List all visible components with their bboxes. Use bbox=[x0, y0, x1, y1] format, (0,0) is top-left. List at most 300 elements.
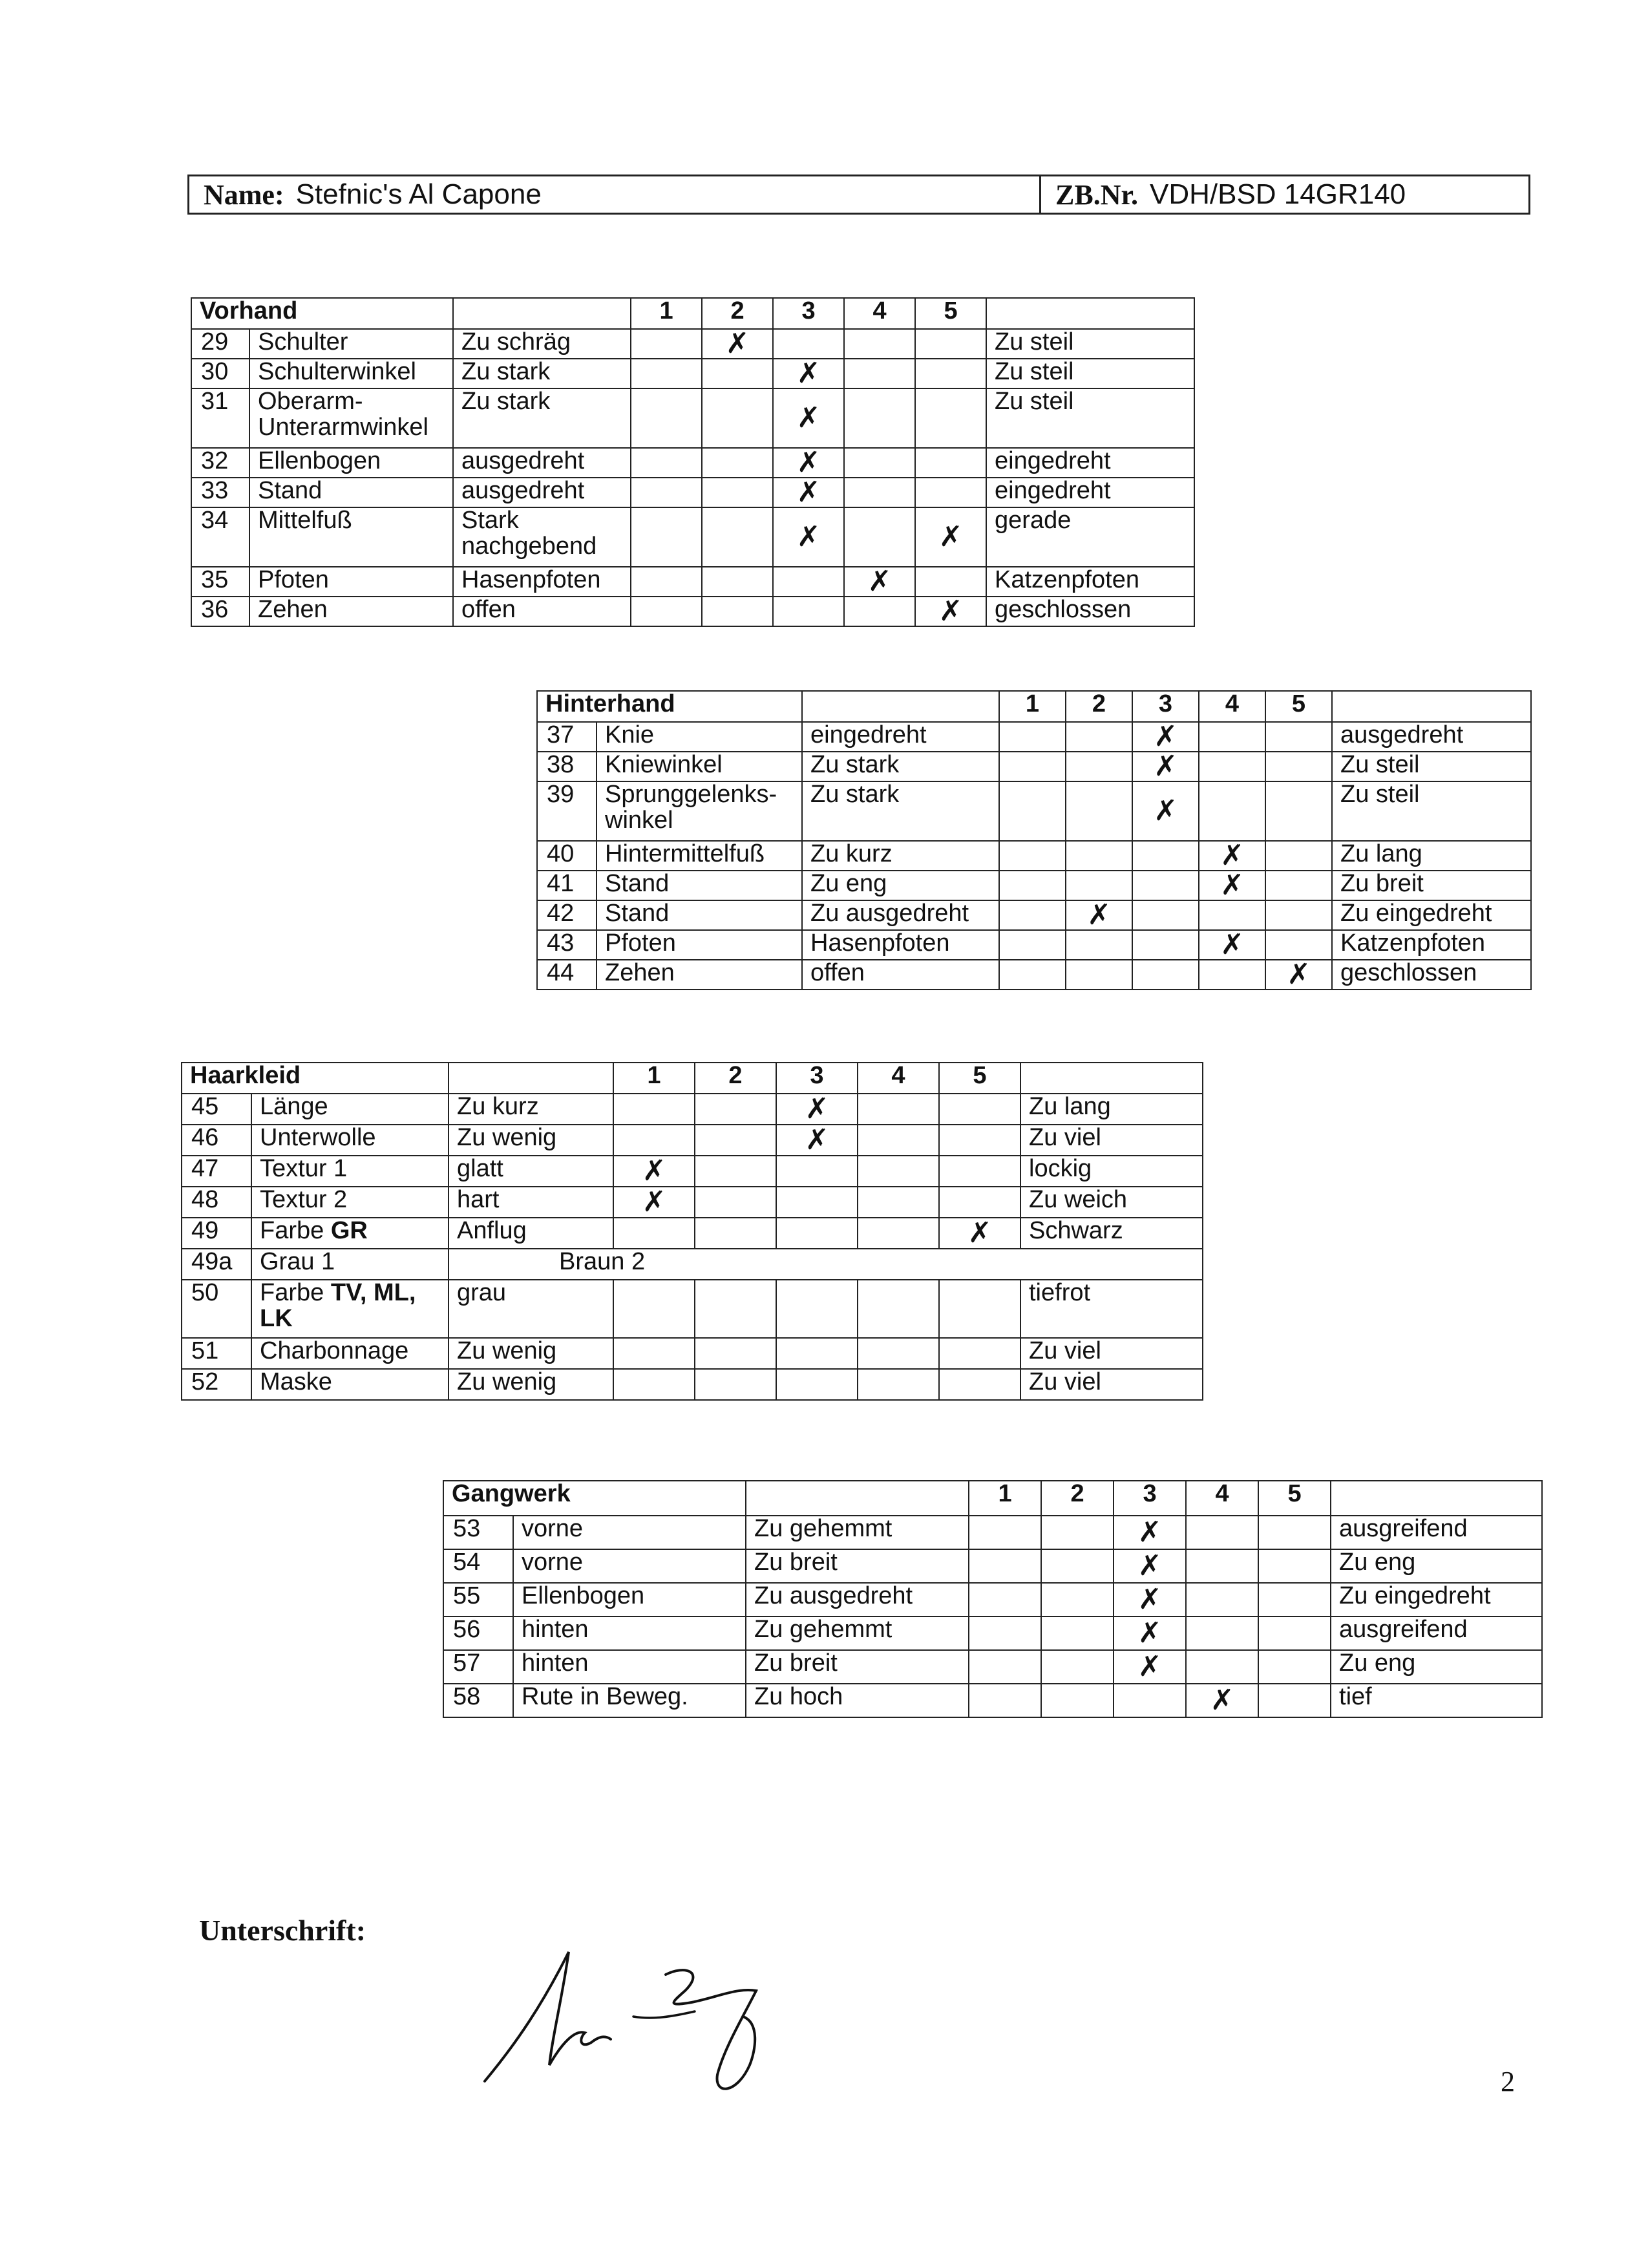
row-criterion bbox=[249, 388, 453, 448]
blank-cell bbox=[453, 298, 631, 329]
high-label: lockig bbox=[1020, 1156, 1203, 1187]
score-cell-3 bbox=[776, 1156, 858, 1187]
score-cell-1 bbox=[613, 1280, 695, 1338]
score-cell-1 bbox=[999, 871, 1066, 900]
table-row bbox=[191, 478, 1194, 507]
criterion-label: vorne bbox=[522, 1516, 584, 1542]
score-cell-1 bbox=[999, 900, 1066, 930]
checkmark-icon: ✗ bbox=[1287, 960, 1311, 990]
score-cell-4 bbox=[844, 448, 915, 478]
score-cell-5 bbox=[1265, 960, 1332, 990]
criterion-label: Farbe bbox=[260, 1218, 331, 1244]
criterion-label: Sprunggelenks-winkel bbox=[605, 781, 777, 834]
high-label: geschlossen bbox=[1332, 960, 1531, 990]
score-cell-3 bbox=[773, 329, 844, 359]
score-cell-2 bbox=[695, 1218, 776, 1249]
score-cell-5 bbox=[939, 1187, 1020, 1218]
row-criterion bbox=[597, 841, 802, 871]
score-cell-5 bbox=[1265, 871, 1332, 900]
score-cell-2 bbox=[1066, 960, 1132, 990]
high-label: geschlossen bbox=[986, 597, 1194, 626]
score-cell-1 bbox=[613, 1369, 695, 1400]
criterion-label: Charbonnage bbox=[260, 1338, 409, 1364]
low-label: Zu wenig bbox=[449, 1338, 613, 1369]
criterion-label: Mittelfuß bbox=[258, 507, 352, 534]
row-number: 50 bbox=[182, 1280, 251, 1338]
criterion-label: Stand bbox=[258, 478, 322, 504]
table-row bbox=[182, 1125, 1203, 1156]
row-criterion bbox=[249, 359, 453, 388]
table-row bbox=[191, 359, 1194, 388]
criterion-label: Rute in Beweg. bbox=[522, 1684, 688, 1710]
row-criterion bbox=[249, 448, 453, 478]
score-cell-4 bbox=[844, 329, 915, 359]
criterion-label: hinten bbox=[522, 1650, 589, 1677]
criterion-label: Unterwolle bbox=[260, 1125, 376, 1151]
row-number: 35 bbox=[191, 567, 249, 597]
score-cell-1 bbox=[631, 567, 702, 597]
checkmark-icon: ✗ bbox=[805, 1125, 829, 1156]
criterion-label: Grau 1 bbox=[260, 1249, 335, 1275]
blank-cell bbox=[1020, 1063, 1203, 1094]
row-number: 42 bbox=[537, 900, 597, 930]
blank-cell bbox=[802, 691, 999, 722]
checkmark-icon: ✗ bbox=[1220, 841, 1244, 871]
table-row bbox=[182, 1249, 1203, 1280]
high-label: tiefrot bbox=[1020, 1280, 1203, 1338]
checkmark-icon: ✗ bbox=[938, 597, 963, 626]
score-cell-4 bbox=[844, 359, 915, 388]
score-cell-4 bbox=[1186, 1583, 1258, 1616]
score-cell-1 bbox=[999, 960, 1066, 990]
score-cell-5 bbox=[939, 1338, 1020, 1369]
score-cell-1 bbox=[613, 1338, 695, 1369]
blank-cell bbox=[449, 1063, 613, 1094]
row-criterion bbox=[513, 1583, 746, 1616]
row-criterion bbox=[597, 871, 802, 900]
score-cell-2 bbox=[1041, 1549, 1114, 1583]
criterion-label: Textur 1 bbox=[260, 1156, 348, 1182]
table-row bbox=[191, 448, 1194, 478]
checkmark-icon: ✗ bbox=[1087, 900, 1111, 930]
low-label: hart bbox=[449, 1187, 613, 1218]
score-cell-5 bbox=[915, 597, 986, 626]
table-row bbox=[537, 722, 1531, 752]
scale-header-1: 1 bbox=[999, 691, 1066, 722]
checkmark-icon: ✗ bbox=[1154, 752, 1178, 781]
scale-header-2: 2 bbox=[1066, 691, 1132, 722]
scale-header-2: 2 bbox=[695, 1063, 776, 1094]
table-row bbox=[191, 597, 1194, 626]
score-cell-5 bbox=[1258, 1516, 1331, 1549]
score-cell-5 bbox=[1265, 930, 1332, 960]
criterion-label: Oberarm-Unterarmwinkel bbox=[258, 388, 428, 441]
scale-header-5: 5 bbox=[1265, 691, 1332, 722]
table-row bbox=[182, 1094, 1203, 1125]
score-cell-5 bbox=[1258, 1650, 1331, 1684]
table-row bbox=[537, 900, 1531, 930]
merged-value: Braun 2 bbox=[449, 1249, 1203, 1280]
table-row bbox=[182, 1280, 1203, 1338]
blank-cell bbox=[1331, 1481, 1542, 1516]
checkmark-icon: ✗ bbox=[1137, 1583, 1162, 1616]
score-cell-1 bbox=[969, 1684, 1041, 1717]
score-cell-2 bbox=[1041, 1616, 1114, 1650]
criterion-label: Pfoten bbox=[258, 567, 329, 593]
score-cell-3 bbox=[773, 507, 844, 567]
score-cell-2 bbox=[702, 388, 773, 448]
score-cell-2 bbox=[702, 507, 773, 567]
checkmark-icon: ✗ bbox=[796, 359, 821, 388]
score-cell-5 bbox=[915, 388, 986, 448]
score-cell-5 bbox=[939, 1125, 1020, 1156]
high-label: eingedreht bbox=[986, 478, 1194, 507]
score-cell-5 bbox=[939, 1156, 1020, 1187]
score-cell-1 bbox=[969, 1650, 1041, 1684]
score-cell-1 bbox=[613, 1094, 695, 1125]
table-row bbox=[537, 781, 1531, 841]
low-label: Zu stark bbox=[802, 781, 999, 841]
row-criterion bbox=[251, 1187, 449, 1218]
score-cell-1 bbox=[969, 1516, 1041, 1549]
score-cell-2 bbox=[702, 359, 773, 388]
checkmark-icon: ✗ bbox=[1210, 1684, 1234, 1717]
low-label: offen bbox=[453, 597, 631, 626]
scale-header-3: 3 bbox=[1132, 691, 1199, 722]
row-number: 33 bbox=[191, 478, 249, 507]
score-cell-3 bbox=[1132, 781, 1199, 841]
row-criterion bbox=[249, 507, 453, 567]
score-cell-2 bbox=[702, 597, 773, 626]
score-cell-3 bbox=[773, 388, 844, 448]
row-number: 30 bbox=[191, 359, 249, 388]
high-label: Zu eingedreht bbox=[1332, 900, 1531, 930]
low-label: eingedreht bbox=[802, 722, 999, 752]
low-label: Hasenpfoten bbox=[802, 930, 999, 960]
section-title: Hinterhand bbox=[537, 691, 802, 722]
low-label: Zu kurz bbox=[802, 841, 999, 871]
hinterhand-table bbox=[536, 690, 1532, 990]
score-cell-3 bbox=[1114, 1516, 1186, 1549]
table-row bbox=[182, 1156, 1203, 1187]
score-cell-3 bbox=[1114, 1583, 1186, 1616]
high-label: Katzenpfoten bbox=[1332, 930, 1531, 960]
score-cell-1 bbox=[969, 1616, 1041, 1650]
score-cell-2 bbox=[695, 1187, 776, 1218]
row-criterion bbox=[597, 900, 802, 930]
table-row bbox=[191, 329, 1194, 359]
score-cell-3 bbox=[1132, 841, 1199, 871]
name-value: Stefnic's Al Capone bbox=[295, 178, 542, 210]
score-cell-4 bbox=[844, 388, 915, 448]
score-cell-2 bbox=[1066, 930, 1132, 960]
row-criterion bbox=[251, 1338, 449, 1369]
row-criterion bbox=[249, 567, 453, 597]
checkmark-icon: ✗ bbox=[1154, 794, 1178, 827]
score-cell-5 bbox=[1265, 841, 1332, 871]
scale-header-5: 5 bbox=[1258, 1481, 1331, 1516]
checkmark-icon: ✗ bbox=[967, 1218, 992, 1249]
low-label: Zu wenig bbox=[449, 1125, 613, 1156]
score-cell-2 bbox=[695, 1094, 776, 1125]
section-title: Gangwerk bbox=[443, 1481, 746, 1516]
scale-header-2: 2 bbox=[702, 298, 773, 329]
scale-header-4: 4 bbox=[1186, 1481, 1258, 1516]
high-label: Zu viel bbox=[1020, 1369, 1203, 1400]
high-label: Zu breit bbox=[1332, 871, 1531, 900]
row-criterion bbox=[597, 722, 802, 752]
criterion-label: Hintermittelfuß bbox=[605, 841, 765, 867]
checkmark-icon: ✗ bbox=[1137, 1516, 1162, 1549]
low-label: Anflug bbox=[449, 1218, 613, 1249]
low-label: Stark nachgebend bbox=[453, 507, 631, 567]
score-cell-2 bbox=[695, 1156, 776, 1187]
score-cell-4 bbox=[858, 1125, 939, 1156]
score-cell-4 bbox=[1186, 1650, 1258, 1684]
row-criterion bbox=[513, 1650, 746, 1684]
hinterhand-header-row bbox=[537, 691, 1531, 722]
criterion-label: Zehen bbox=[605, 960, 675, 986]
row-criterion bbox=[513, 1549, 746, 1583]
row-criterion bbox=[251, 1094, 449, 1125]
score-cell-3 bbox=[1132, 871, 1199, 900]
scale-header-2: 2 bbox=[1041, 1481, 1114, 1516]
score-cell-4 bbox=[858, 1156, 939, 1187]
table-row bbox=[537, 841, 1531, 871]
score-cell-2 bbox=[702, 478, 773, 507]
high-label: Zu steil bbox=[986, 359, 1194, 388]
score-cell-5 bbox=[939, 1094, 1020, 1125]
score-cell-1 bbox=[631, 359, 702, 388]
score-cell-4 bbox=[844, 478, 915, 507]
criterion-label-bold: TV, ML, LK bbox=[260, 1280, 416, 1332]
low-label: ausgedreht bbox=[453, 478, 631, 507]
checkmark-icon: ✗ bbox=[1137, 1549, 1162, 1582]
blank-cell bbox=[986, 298, 1194, 329]
low-label: Zu gehemmt bbox=[746, 1516, 969, 1549]
score-cell-4 bbox=[1186, 1616, 1258, 1650]
high-label: gerade bbox=[986, 507, 1194, 567]
scale-header-4: 4 bbox=[1199, 691, 1265, 722]
row-criterion bbox=[513, 1616, 746, 1650]
name-cell bbox=[189, 176, 1041, 213]
high-label: Zu steil bbox=[986, 388, 1194, 448]
gangwerk-header-row bbox=[443, 1481, 1542, 1516]
score-cell-3 bbox=[1132, 722, 1199, 752]
score-cell-1 bbox=[613, 1156, 695, 1187]
scale-header-1: 1 bbox=[613, 1063, 695, 1094]
table-row bbox=[191, 388, 1194, 448]
row-number: 34 bbox=[191, 507, 249, 567]
row-number: 41 bbox=[537, 871, 597, 900]
score-cell-4 bbox=[858, 1094, 939, 1125]
score-cell-1 bbox=[999, 841, 1066, 871]
score-cell-2 bbox=[1066, 841, 1132, 871]
score-cell-3 bbox=[776, 1187, 858, 1218]
low-label: offen bbox=[802, 960, 999, 990]
low-label: glatt bbox=[449, 1156, 613, 1187]
checkmark-icon: ✗ bbox=[796, 448, 821, 478]
scale-header-1: 1 bbox=[631, 298, 702, 329]
high-label: ausgreifend bbox=[1331, 1516, 1542, 1549]
scale-header-3: 3 bbox=[776, 1063, 858, 1094]
score-cell-3 bbox=[1114, 1650, 1186, 1684]
zb-cell bbox=[1041, 176, 1406, 213]
high-label: Zu weich bbox=[1020, 1187, 1203, 1218]
table-row bbox=[443, 1616, 1542, 1650]
table-row bbox=[182, 1338, 1203, 1369]
high-label: Zu eng bbox=[1331, 1650, 1542, 1684]
low-label: Zu schräg bbox=[453, 329, 631, 359]
score-cell-2 bbox=[1066, 781, 1132, 841]
criterion-label: Schulterwinkel bbox=[258, 359, 416, 385]
high-label: Katzenpfoten bbox=[986, 567, 1194, 597]
row-criterion bbox=[251, 1249, 449, 1280]
score-cell-3 bbox=[776, 1369, 858, 1400]
score-cell-5 bbox=[1265, 722, 1332, 752]
score-cell-1 bbox=[631, 478, 702, 507]
row-number: 39 bbox=[537, 781, 597, 841]
blank-cell bbox=[746, 1481, 969, 1516]
high-label: Zu eingedreht bbox=[1331, 1583, 1542, 1616]
score-cell-1 bbox=[631, 388, 702, 448]
criterion-label: Knie bbox=[605, 722, 655, 748]
score-cell-1 bbox=[613, 1218, 695, 1249]
score-cell-5 bbox=[915, 359, 986, 388]
low-label: Zu stark bbox=[453, 388, 631, 448]
score-cell-2 bbox=[1066, 871, 1132, 900]
low-label: Zu eng bbox=[802, 871, 999, 900]
score-cell-2 bbox=[1041, 1684, 1114, 1717]
criterion-label-bold: GR bbox=[330, 1218, 368, 1244]
row-criterion bbox=[251, 1280, 449, 1338]
high-label: ausgreifend bbox=[1331, 1616, 1542, 1650]
row-criterion bbox=[249, 478, 453, 507]
score-cell-4 bbox=[844, 597, 915, 626]
score-cell-5 bbox=[939, 1280, 1020, 1338]
low-label: Zu breit bbox=[746, 1650, 969, 1684]
score-cell-1 bbox=[631, 597, 702, 626]
criterion-label: Pfoten bbox=[605, 930, 676, 957]
high-label: Zu steil bbox=[986, 329, 1194, 359]
criterion-label: Maske bbox=[260, 1369, 332, 1395]
low-label: Zu stark bbox=[453, 359, 631, 388]
table-row bbox=[443, 1583, 1542, 1616]
row-number: 58 bbox=[443, 1684, 513, 1717]
dog-header bbox=[187, 175, 1530, 215]
score-cell-5 bbox=[939, 1218, 1020, 1249]
score-cell-1 bbox=[999, 930, 1066, 960]
section-title: Vorhand bbox=[191, 298, 453, 329]
blank-cell bbox=[1332, 691, 1531, 722]
scale-header-4: 4 bbox=[858, 1063, 939, 1094]
table-row bbox=[537, 871, 1531, 900]
score-cell-1 bbox=[999, 722, 1066, 752]
checkmark-icon: ✗ bbox=[796, 478, 821, 507]
score-cell-3 bbox=[1132, 900, 1199, 930]
high-label: Zu steil bbox=[1332, 781, 1531, 841]
score-cell-4 bbox=[844, 567, 915, 597]
row-criterion bbox=[251, 1156, 449, 1187]
score-cell-4 bbox=[1199, 752, 1265, 781]
table-row bbox=[443, 1549, 1542, 1583]
score-cell-5 bbox=[1258, 1684, 1331, 1717]
criterion-label: hinten bbox=[522, 1616, 589, 1643]
criterion-label: vorne bbox=[522, 1549, 584, 1576]
score-cell-2 bbox=[702, 448, 773, 478]
row-criterion bbox=[597, 960, 802, 990]
score-cell-4 bbox=[1199, 841, 1265, 871]
score-cell-4 bbox=[1199, 960, 1265, 990]
score-cell-2 bbox=[1066, 722, 1132, 752]
score-cell-1 bbox=[969, 1549, 1041, 1583]
checkmark-icon: ✗ bbox=[867, 567, 892, 597]
row-criterion bbox=[251, 1125, 449, 1156]
score-cell-2 bbox=[1041, 1583, 1114, 1616]
score-cell-5 bbox=[1265, 900, 1332, 930]
row-number: 55 bbox=[443, 1583, 513, 1616]
score-cell-2 bbox=[695, 1369, 776, 1400]
score-cell-4 bbox=[1186, 1549, 1258, 1583]
row-number: 32 bbox=[191, 448, 249, 478]
haarkleid-header-row bbox=[182, 1063, 1203, 1094]
row-criterion bbox=[251, 1369, 449, 1400]
score-cell-2 bbox=[1041, 1516, 1114, 1549]
score-cell-4 bbox=[858, 1187, 939, 1218]
score-cell-3 bbox=[776, 1218, 858, 1249]
row-number: 38 bbox=[537, 752, 597, 781]
row-number: 36 bbox=[191, 597, 249, 626]
score-cell-5 bbox=[1258, 1616, 1331, 1650]
row-number: 57 bbox=[443, 1650, 513, 1684]
checkmark-icon: ✗ bbox=[796, 520, 821, 553]
zb-value: VDH/BSD 14GR140 bbox=[1149, 178, 1406, 210]
row-number: 46 bbox=[182, 1125, 251, 1156]
row-number: 47 bbox=[182, 1156, 251, 1187]
checkmark-icon: ✗ bbox=[642, 1156, 666, 1187]
scale-header-5: 5 bbox=[915, 298, 986, 329]
criterion-label: Länge bbox=[260, 1094, 328, 1120]
score-cell-3 bbox=[1132, 960, 1199, 990]
score-cell-2 bbox=[702, 329, 773, 359]
high-label: Zu viel bbox=[1020, 1338, 1203, 1369]
score-cell-5 bbox=[1265, 752, 1332, 781]
table-row bbox=[443, 1684, 1542, 1717]
table-row bbox=[191, 567, 1194, 597]
high-label: Zu lang bbox=[1332, 841, 1531, 871]
checkmark-icon: ✗ bbox=[1137, 1650, 1162, 1683]
score-cell-5 bbox=[1258, 1583, 1331, 1616]
table-row bbox=[443, 1650, 1542, 1684]
score-cell-3 bbox=[1114, 1549, 1186, 1583]
score-cell-5 bbox=[1258, 1549, 1331, 1583]
low-label: Zu ausgedreht bbox=[802, 900, 999, 930]
high-label: Zu viel bbox=[1020, 1125, 1203, 1156]
table-row bbox=[182, 1218, 1203, 1249]
score-cell-3 bbox=[1132, 752, 1199, 781]
row-number: 48 bbox=[182, 1187, 251, 1218]
low-label: Zu breit bbox=[746, 1549, 969, 1583]
row-number: 49a bbox=[182, 1249, 251, 1280]
high-label: Zu eng bbox=[1331, 1549, 1542, 1583]
criterion-label: Farbe bbox=[260, 1280, 331, 1306]
checkmark-icon: ✗ bbox=[642, 1187, 666, 1218]
row-criterion bbox=[597, 781, 802, 841]
score-cell-3 bbox=[776, 1280, 858, 1338]
table-row bbox=[537, 960, 1531, 990]
score-cell-3 bbox=[1114, 1684, 1186, 1717]
criterion-label: Stand bbox=[605, 871, 670, 897]
